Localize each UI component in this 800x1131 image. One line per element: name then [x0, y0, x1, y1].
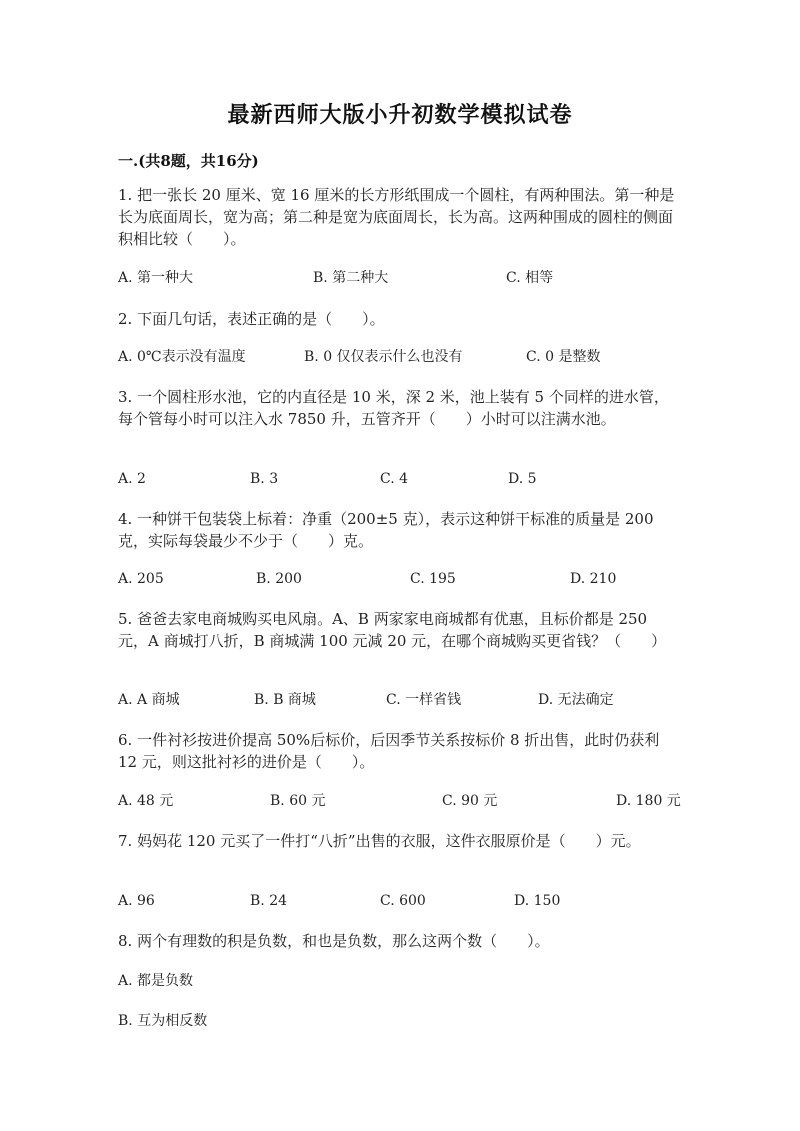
question-3-option-a[interactable]: A. 2: [118, 471, 146, 487]
question-5-stem: 5. 爸爸去家电商城购买电风扇。A、B 两家家电商城都有优惠，且标价都是 250 元，A 商城打八折，B 商城满 100 元减 20 元，在哪个商城购买更省钱？（ ）: [118, 610, 667, 650]
question-5-option-c[interactable]: C. 一样省钱: [386, 692, 462, 708]
question-7-options: [118, 890, 718, 912]
question-1-options: [118, 267, 718, 289]
question-6-option-c[interactable]: C. 90 元: [442, 793, 498, 809]
question-4-option-d[interactable]: D. 210: [570, 571, 617, 587]
page-title: 最新西师大版小升初数学模拟试卷: [227, 102, 573, 128]
question-2-option-b[interactable]: B. 0 仅仅表示什么也没有: [304, 349, 463, 365]
question-3-options: [118, 468, 718, 490]
question-6-stem: 6. 一件衬衫按进价提高 50%后标价，后因季节关系按标价 8 折出售，此时仍获利 12 元，则这批衬衫的进价是（ ）。: [118, 731, 660, 771]
question-7-option-b[interactable]: B. 24: [250, 893, 288, 909]
question-1-option-a[interactable]: A. 第一种大: [118, 270, 194, 286]
question-3-option-b[interactable]: B. 3: [250, 471, 279, 487]
question-6-option-a[interactable]: A. 48 元: [118, 793, 174, 809]
question-7-option-a[interactable]: A. 96: [118, 893, 155, 909]
question-2-options: [118, 346, 718, 368]
question-8-option-a[interactable]: A. 都是负数: [118, 973, 194, 989]
question-3-option-d[interactable]: D. 5: [508, 471, 537, 487]
question-8-option-b[interactable]: B. 互为相反数: [118, 1013, 208, 1029]
question-6-option-b[interactable]: B. 60 元: [270, 793, 326, 809]
section-heading: 一.(共8题，共16分): [118, 152, 259, 170]
question-2-option-c[interactable]: C. 0 是整数: [526, 349, 601, 365]
question-5-options: [118, 689, 718, 711]
question-1-option-c[interactable]: C. 相等: [506, 270, 554, 286]
question-7-option-c[interactable]: C. 600: [380, 893, 426, 909]
question-5-option-d[interactable]: D. 无法确定: [538, 692, 614, 708]
question-4-stem: 4. 一种饼干包装袋上标着：净重（200±5 克），表示这种饼干标准的质量是 200 克，实际每袋最少不少于（ ）克。: [118, 510, 654, 550]
question-7-option-d[interactable]: D. 150: [514, 893, 561, 909]
question-2-stem: 2. 下面几句话，表述正确的是（ ）。: [118, 310, 385, 328]
question-6-options: [118, 790, 718, 812]
question-4-options: [118, 568, 718, 590]
question-8-stem: 8. 两个有理数的积是负数，和也是负数，那么这两个数（ ）。: [118, 932, 550, 950]
question-5-option-b[interactable]: B. B 商城: [254, 692, 316, 708]
question-3-option-c[interactable]: C. 4: [380, 471, 409, 487]
question-4-option-b[interactable]: B. 200: [256, 571, 302, 587]
question-1-stem: 1. 把一张长 20 厘米、宽 16 厘米的长方形纸围成一个圆柱，有两种围法。第一种是长为底面周长，宽为高；第二种是宽为底面周长，长为高。这两种围成的圆柱的侧面积相比较（ ）。: [118, 186, 675, 248]
question-5-option-a[interactable]: A. A 商城: [118, 692, 180, 708]
question-7-stem: 7. 妈妈花 120 元买了一件打“八折”出售的衣服，这件衣服原价是（ ）元。: [118, 832, 641, 850]
question-4-option-a[interactable]: A. 205: [118, 571, 164, 587]
question-4-option-c[interactable]: C. 195: [410, 571, 456, 587]
question-1-option-b[interactable]: B. 第二种大: [313, 270, 389, 286]
question-3-stem: 3. 一个圆柱形水池，它的内直径是 10 米，深 2 米，池上装有 5 个同样的进水管，每个管每小时可以注入水 7850 升，五管齐开（ ）小时可以注满水池。: [118, 388, 669, 428]
question-2-option-a[interactable]: A. 0℃表示没有温度: [118, 349, 246, 365]
question-6-option-d[interactable]: D. 180 元: [616, 793, 681, 809]
